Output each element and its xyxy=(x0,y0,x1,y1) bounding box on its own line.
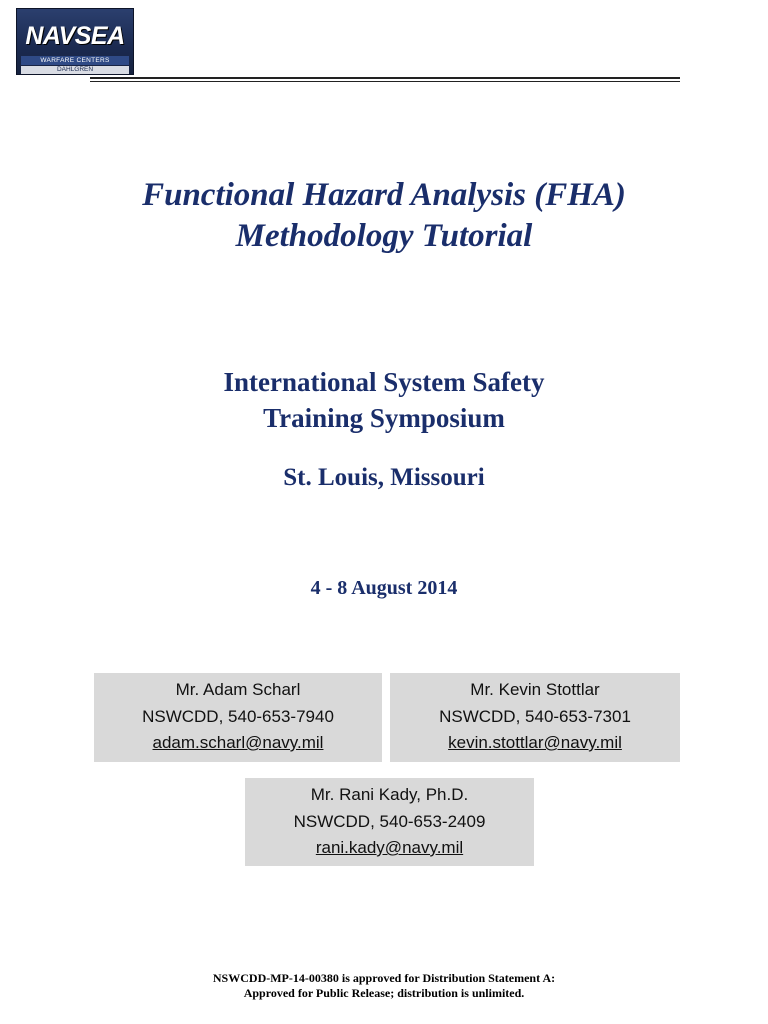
contact-org-phone: NSWCDD, 540-653-2409 xyxy=(293,811,486,831)
event-name-line2: Training Symposium xyxy=(263,403,505,433)
distribution-line2: Approved for Public Release; distribution is unlimited. xyxy=(243,985,525,1000)
contact-card-scharl xyxy=(94,673,382,762)
event-location: St. Louis, Missouri xyxy=(283,464,485,491)
header-rule-thick xyxy=(90,77,680,79)
event-dates: 4 - 8 August 2014 xyxy=(310,577,458,599)
header-rule-thin xyxy=(90,81,680,82)
navsea-logo xyxy=(16,8,134,75)
contact-name: Mr. Kevin Stottlar xyxy=(470,680,600,699)
contact-email-link[interactable]: kevin.stottlar@navy.mil xyxy=(448,733,622,752)
document-title-line2: Methodology Tutorial xyxy=(235,218,533,254)
contact-name: Mr. Rani Kady, Ph.D. xyxy=(310,785,469,804)
distribution-statement xyxy=(0,971,768,1000)
contact-name: Mr. Adam Scharl xyxy=(175,680,301,699)
contact-email-link[interactable]: rani.kady@navy.mil xyxy=(315,838,464,857)
contact-email-link[interactable]: adam.scharl@navy.mil xyxy=(152,733,324,752)
logo-site: DAHLGREN xyxy=(21,66,129,74)
contact-org-phone: NSWCDD, 540-653-7301 xyxy=(439,706,631,726)
document-title-line1: Functional Hazard Analysis (FHA) xyxy=(142,177,626,213)
contact-org-phone: NSWCDD, 540-653-7940 xyxy=(142,706,334,726)
distribution-line1: NSWCDD-MP-14-00380 is approved for Distribution Statement A: xyxy=(212,971,556,985)
contact-card-kady xyxy=(245,778,534,866)
logo-subtitle: WARFARE CENTERS xyxy=(21,56,129,65)
event-name-line1: International System Safety xyxy=(223,367,545,397)
contact-card-stottlar xyxy=(390,673,680,762)
logo-brand: NAVSEA xyxy=(25,22,125,50)
